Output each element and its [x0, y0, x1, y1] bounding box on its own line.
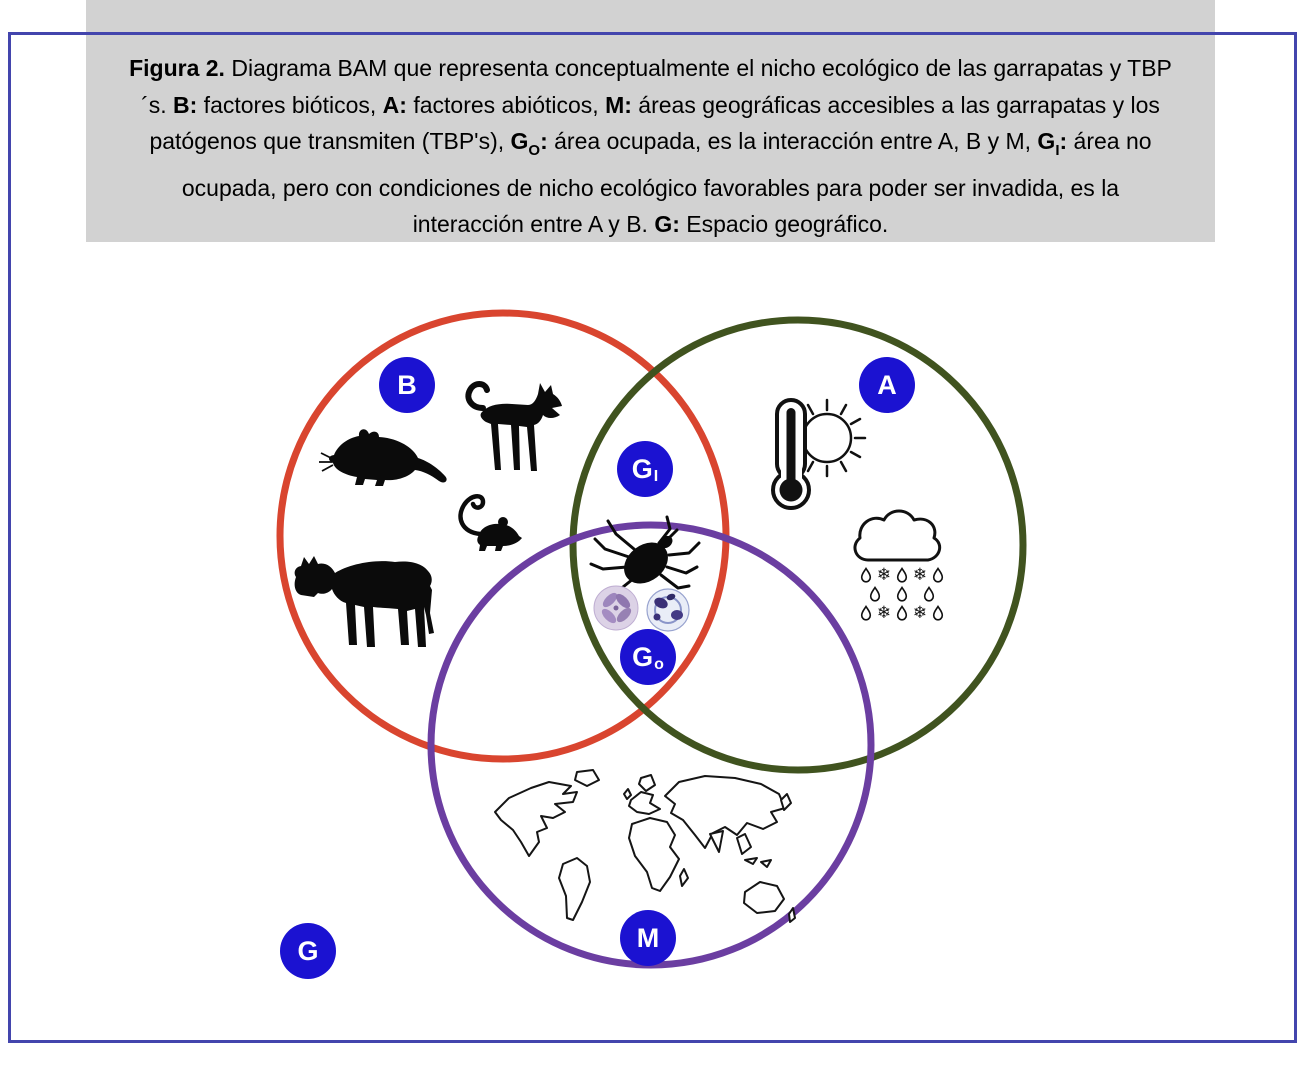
map-japan: [781, 794, 791, 810]
occupied-icons-group: [591, 517, 699, 631]
movement-circle-m: [431, 525, 871, 965]
world-map-outline-icon: [495, 770, 795, 922]
badge-g-label: G: [297, 935, 319, 966]
map-indonesia: [745, 858, 757, 864]
cloud-outline: [855, 511, 940, 560]
caption-g-desc: Espacio geográfico.: [679, 211, 889, 237]
map-indonesia: [761, 860, 771, 867]
badge-g: [280, 923, 336, 979]
map-australia: [744, 882, 784, 913]
badge-go-label: G: [632, 641, 654, 672]
sun-disc: [803, 414, 851, 462]
caption-figure-label: Figura 2.: [129, 55, 225, 81]
caption-m-key: M:: [605, 91, 632, 118]
caption-go-colon: :: [540, 128, 548, 154]
badge-b-label: B: [397, 369, 417, 400]
caption-g-key: G:: [654, 211, 680, 237]
caption-b-desc: factores bióticos,: [197, 91, 383, 118]
badge-go: [620, 629, 676, 685]
caption-a-desc: factores abióticos,: [406, 91, 606, 118]
caption-go-sub: O: [528, 142, 541, 159]
caption-intro: Diagrama BAM que representa conceptualmente el nicho ecológico de las garrapatas y TBP´s.: [141, 55, 1172, 118]
caption-m-desc: áreas geográficas accesibles a las garrapatas y los patógenos que transmiten (TBP's),: [149, 91, 1160, 154]
caption-gi-desc: área no ocupada, pero con condiciones de nicho ecológico favorables para poder ser invadida, es la interacción entre A y B.: [181, 128, 1152, 237]
map-africa: [629, 818, 679, 891]
biotic-icons-group: [295, 383, 562, 647]
badge-a: [859, 357, 915, 413]
snowflakes: [877, 565, 927, 623]
badge-gi: [617, 441, 673, 497]
caption-gi-sub: I: [1055, 142, 1060, 159]
map-greenland: [575, 770, 599, 786]
cow-silhouette-icon: [295, 556, 434, 647]
map-india: [710, 831, 723, 852]
badge-m-label: M: [636, 922, 660, 953]
thermometer-sun-icon: [773, 400, 865, 508]
map-se-asia: [737, 834, 751, 854]
snowflake-icon: ❄: [876, 565, 892, 585]
dog-silhouette-icon: [468, 383, 562, 471]
mouse-silhouette-icon: [461, 496, 522, 551]
pathogen-cell-right-icon: [647, 589, 689, 631]
badge-a-label: A: [877, 369, 897, 400]
caption-gi-colon: :: [1059, 128, 1068, 154]
map-scandinavia: [639, 775, 655, 791]
pathogen-cell-left-icon: [594, 586, 638, 630]
map-europe: [629, 792, 660, 814]
rodent-silhouette-icon: [319, 429, 447, 486]
map-north-america: [495, 782, 577, 856]
badge-gi-label: G: [631, 453, 653, 484]
snowflake-icon: ❄: [876, 603, 892, 623]
abiotic-circle-a: [573, 320, 1023, 770]
badge-m: [620, 910, 676, 966]
map-madagascar: [680, 869, 688, 886]
snowflake-icon: ❄: [912, 603, 928, 623]
caption-go-desc: área ocupada, es la interacción entre A, B y M,: [547, 128, 1038, 154]
map-asia: [665, 776, 785, 848]
badge-b: [379, 357, 435, 413]
map-new-zealand: [789, 908, 795, 922]
snow-rain-cloud-icon: [855, 511, 942, 623]
caption-gi-key: G: [1037, 128, 1056, 154]
abiotic-icons-group: [773, 400, 942, 623]
caption-b-key: B:: [173, 91, 198, 118]
map-south-america: [559, 858, 590, 920]
caption-go-key: G: [510, 128, 529, 154]
raindrops: [862, 569, 943, 620]
caption-a-key: A:: [382, 91, 407, 118]
snowflake-icon: ❄: [912, 565, 928, 585]
badge-go-subscript: o: [654, 656, 664, 673]
badge-gi-subscript: I: [653, 468, 659, 485]
map-uk: [624, 789, 631, 799]
